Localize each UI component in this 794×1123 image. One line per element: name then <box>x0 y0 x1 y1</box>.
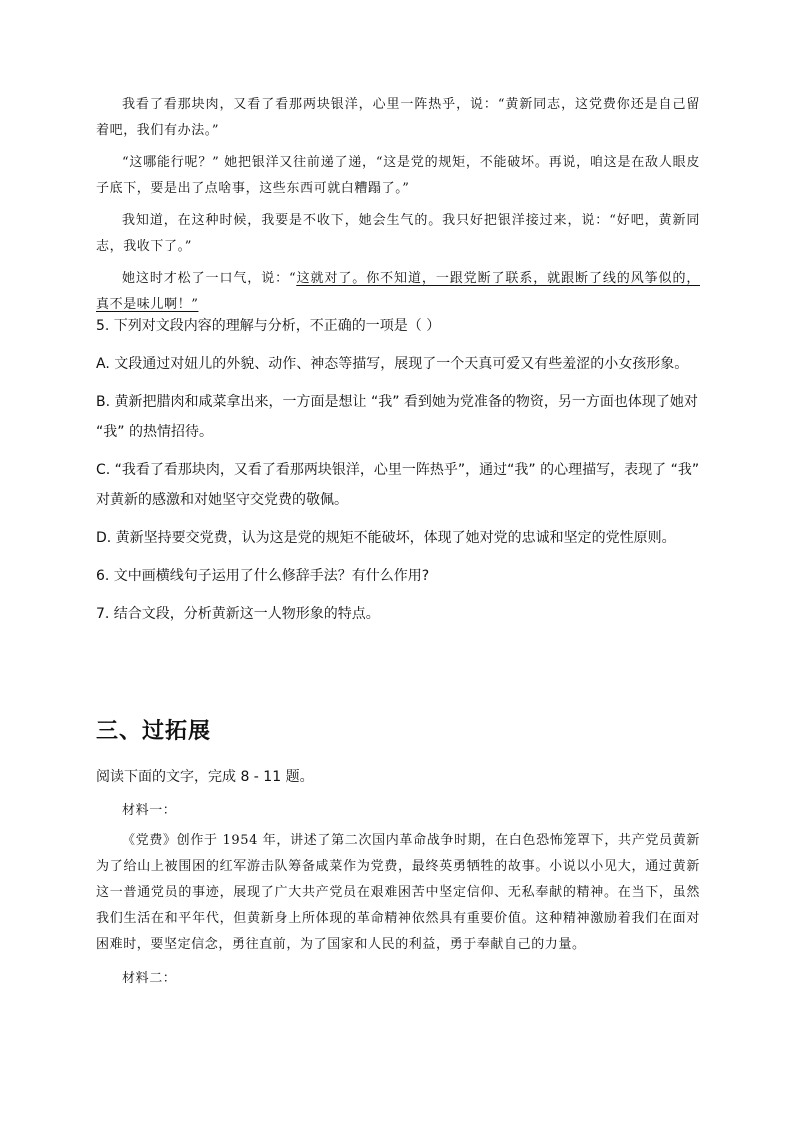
story-excerpt <box>96 92 700 318</box>
option-a: A. 文段通过对妞儿的外貌、动作、神态等描写，展现了一个天真可爱又有些羞涩的小女孩形象。 <box>96 356 689 372</box>
section-heading: 三、过拓展 <box>96 719 212 744</box>
story-paragraph-4-lead: 她这时才松了一口气，说：“ <box>122 271 297 286</box>
section-3 <box>96 716 700 748</box>
material-1-text: 《党费》创作于 1954 年，讲述了第二次国内革命战争时期，在白色恐怖笼罩下，共产党员黄新为了给山上被围困的红军游击队筹备咸菜作为党费，最终英勇牺牲的故事。小说以小见大，通过黄新这一普通党员的事迹，展现了广大共产党员在艰难困苦中坚定信仰、无私奉献的精神。在当下，虽然我们生活在和平年代，但黄新身上所体现的革命精神依然具有重要价值。这种精神激励着我们在面对困难时，要坚定信念，勇往直前，为了国家和人民的利益，勇于奉献自己的力量。 <box>96 833 700 952</box>
question-6: 6. 文中画横线句子运用了什么修辞手法？有什么作用? <box>96 568 430 584</box>
story-paragraph-2: “这哪能行呢？” 她把银洋又往前递了递，“这是党的规矩，不能破坏。再说，咱这是在敌人眼皮子底下，要是出了点啥事，这些东西可就白糟蹋了。” <box>96 155 700 196</box>
story-paragraph-3: 我知道，在这种时候，我要是不收下，她会生气的。我只好把银洋接过来，说：“好吧，黄新同志，我收下了。” <box>96 213 700 254</box>
questions <box>96 311 700 629</box>
question-5: 5. 下列对文段内容的理解与分析，不正确的一项是（ ） <box>96 318 441 334</box>
underlined-sentence: 这就对了。你不知道，一跟党断了联系，就跟断了线的风筝似的，真不是味儿啊！” <box>96 271 700 312</box>
materials <box>96 798 700 992</box>
section-instruction-wrap <box>96 762 700 792</box>
option-d: D. 黄新坚持要交党费，认为这是党的规矩不能破坏，体现了她对党的忠诚和坚定的党性原则。 <box>96 530 676 546</box>
material-2-label: 材料二： <box>122 971 177 986</box>
question-7: 7. 结合文段，分析黄新这一人物形象的特点。 <box>96 606 380 622</box>
option-c: C. “我看了看那块肉，又看了看那两块银洋，心里一阵热乎”，通过“我” 的心理描写，表现了 “我” 对黄新的感激和对她坚守交党费的敬佩。 <box>96 462 700 508</box>
section-instruction: 阅读下面的文字，完成 8 - 11 题。 <box>96 769 314 785</box>
material-1-label: 材料一： <box>122 803 177 818</box>
story-paragraph-1: 我看了看那块肉，又看了看那两块银洋，心里一阵热乎，说：“黄新同志，这党费你还是自己留着吧，我们有办法。” <box>96 97 700 138</box>
option-b: B. 黄新把腊肉和咸菜拿出来，一方面是想让 “我” 看到她为党准备的物资，另一方面也体现了她对 “我” 的热情招待。 <box>96 394 698 440</box>
